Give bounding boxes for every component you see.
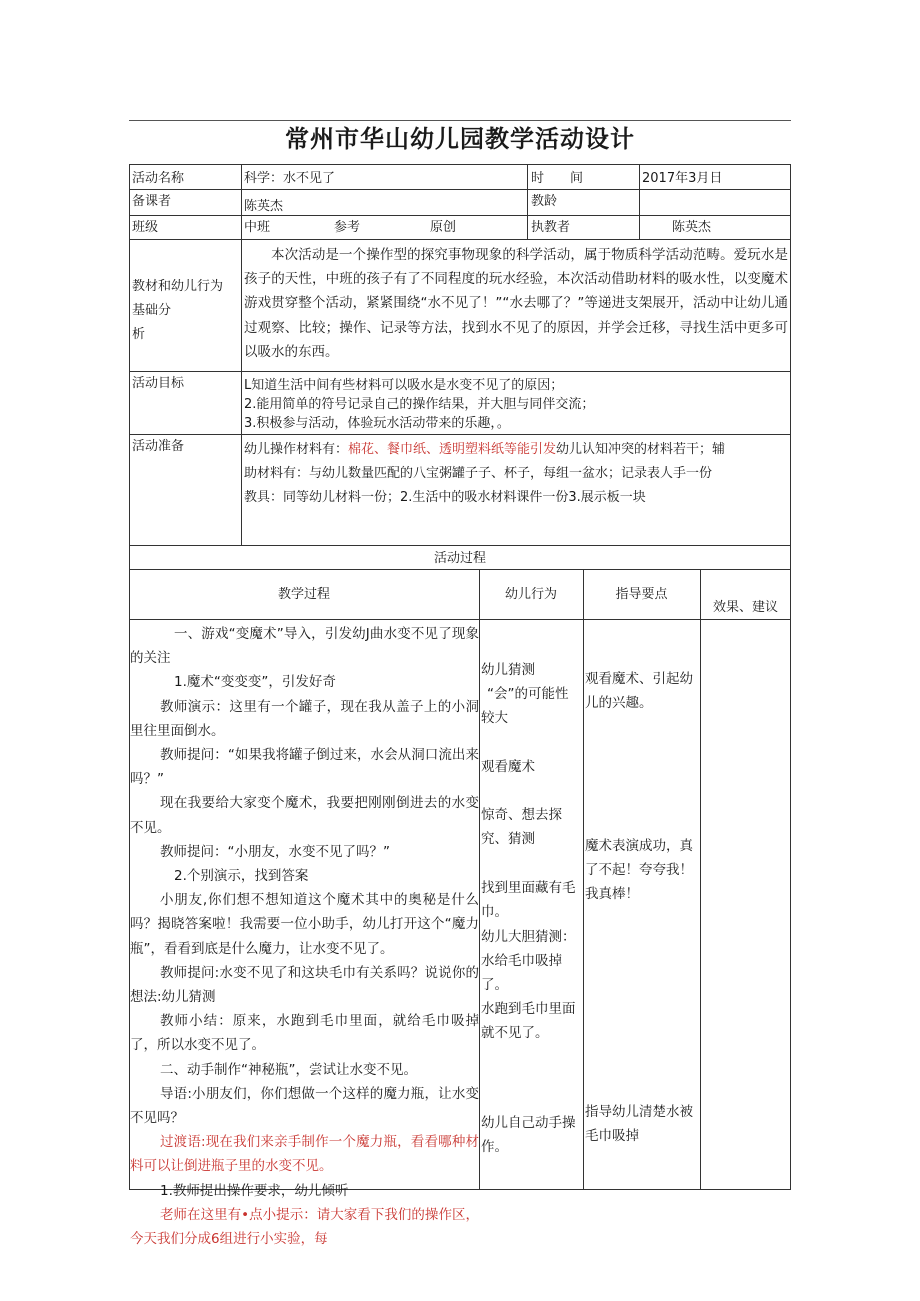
analysis-text: 本次活动是一个操作型的探究事物现象的科学活动，属于物质科学活动范畴。爱玩水是孩子的天性，中班的孩子有了不同程度的玩水经验，本次活动借助材料的吸水性，以变魔术游戏贯穿整个活动，紧紧围绕“水不见了！”“水去哪了？”等递进支架展开，活动中让幼儿通过观察、比较；操作、记录等方法，找到水不见了的原因，并学会迁移，寻找生活中更多可以吸水的东西。 [244,247,788,360]
date-value: 2017年3月日 [642,171,723,186]
col-guide-header: 指导要点 [615,587,668,602]
col-child-header: 幼儿行为 [504,587,557,602]
goals-label: 活动目标 [132,376,185,391]
child-behavior-item: 幼儿猜测 [481,662,535,678]
analysis-label: 教材和幼儿行为 基础分 析 [132,279,224,342]
process-section-title: 活动过程 [433,551,486,566]
teaching-paragraph: 过渡语:现在我们来亲手制作一个魔力瓶，看看哪种材料可以让倒进瓶子里的水变不见。 [130,1134,479,1175]
teaching-paragraph: 教师提问:水变不见了和这块毛巾有关系吗？说说你的想法:幼儿猜测 [130,964,479,1006]
child-behavior-item: 惊奇、想去探究、猜测 [481,807,562,848]
teaching-paragraph: 现在我要给大家变个魔术，我要把刚刚倒进去的水变不见。 [130,795,479,836]
goal-item: 3.积极参与活动，体验玩水活动带来的乐趣，。 [244,416,510,431]
col-effect-header: 效果、建议 [712,600,778,615]
class-label: 班级 [132,220,159,235]
teaching-paragraph: 教师提问：“如果我将罐子倒过来，水会从洞口流出来吗？” [130,747,479,788]
document-title: 常州市华山幼儿园教学活动设计 [285,125,635,153]
teaching-paragraph: 教师小结：原来，水跑到毛巾里面，就给毛巾吸掉了，所以水变不见了。 [130,1013,479,1054]
time-label: 时 间 [531,171,584,186]
guidance-item: 指导幼儿清楚水被毛巾吸掉 [585,1104,693,1145]
executor-value: 陈英杰 [672,220,712,235]
teaching-paragraph: 小朋友,你们想不想知道这个魔术其中的奥秘是什么吗？揭晓答案啦！我需要一位小助手，幼儿打开这个“魔力瓶”，看看到底是什么魔力，让水变不见了。 [130,892,479,957]
prep-label: 活动准备 [132,439,185,454]
activity-name-value: 科学：水不见了 [244,171,336,186]
header-rule [129,120,791,121]
teaching-paragraph: 2.个别演示，找到答案 [174,868,309,885]
teaching-paragraph: 老师在这里有•点小提示：请大家看下我们的操作区，今天我们分成6组进行小实验，每 [130,1206,479,1248]
goals-list [244,376,594,433]
col-teaching-header: 教学过程 [277,587,330,602]
reference-label: 参考 [334,220,361,235]
activity-name-label: 活动名称 [132,171,185,186]
teaching-paragraph: 导语:小朋友们，你们想做一个这样的魔力瓶，让水变不见吗？ [130,1085,479,1127]
child-behavior-item: 观看魔术 [481,759,535,775]
guidance-item: 魔术表演成功，真了不起！夸夸我！我真棒！ [585,838,693,903]
teaching-process-column [130,622,479,1248]
teaching-age-label: 教龄 [531,194,558,209]
child-behavior-item: “会”的可能性较大 [481,686,569,727]
teaching-paragraph: 教师演示：这里有一个罐子，现在我从盖子上的小洞里往里面倒水。 [130,698,479,739]
class-value: 中班 [244,220,271,235]
teaching-paragraph: 1.教师提出操作要求，幼儿倾听 [160,1182,349,1199]
preparer-label: 备课者 [132,194,172,209]
teaching-paragraph: 1.魔术“变变变”，引发好奇 [174,674,336,691]
teaching-paragraph: 教师提问：“小朋友，水变不见了吗？” [160,843,390,860]
goal-item: 2.能用简单的符号记录自己的操作结果，并大胆与同伴交流； [244,397,595,412]
child-behavior-item: 找到里面藏有毛巾。 [481,880,576,921]
prep-text: 幼儿操作材料有：棉花、餐巾纸、透明塑料纸等能引发幼儿认知冲突的材料若干；辅 助材料有：与幼儿数量匹配的八宝粥罐子子、杯子，每组一盆水；记录表人手一份 教具：同等幼儿材料一份；2.生活中的吸水材料课件一份3.展示板一块 [244,442,726,505]
preparer-value: 陈英杰 [244,199,284,214]
child-behavior-item: 幼儿自己动手操作。 [481,1115,576,1156]
goal-item: L知道生活中间有些材料可以吸水是水变不见了的原因； [244,378,564,393]
teaching-paragraph: 二、动手制作“神秘瓶”，尝试让水变不见。 [160,1061,417,1078]
guidance-item: 观看魔术、引起幼儿的兴趣。 [585,671,693,712]
executor-label: 执教者 [531,220,571,235]
teaching-paragraph: 一、游戏“变魔术”导入，引发幼J曲水变不见了现象的关注 [130,626,479,667]
child-behavior-item: 幼儿大胆猜测：水给毛巾吸掉了。 [481,929,576,994]
original-label: 原创 [430,220,457,235]
child-behavior-item: 水跑到毛巾里面就不见了。 [481,1001,576,1042]
